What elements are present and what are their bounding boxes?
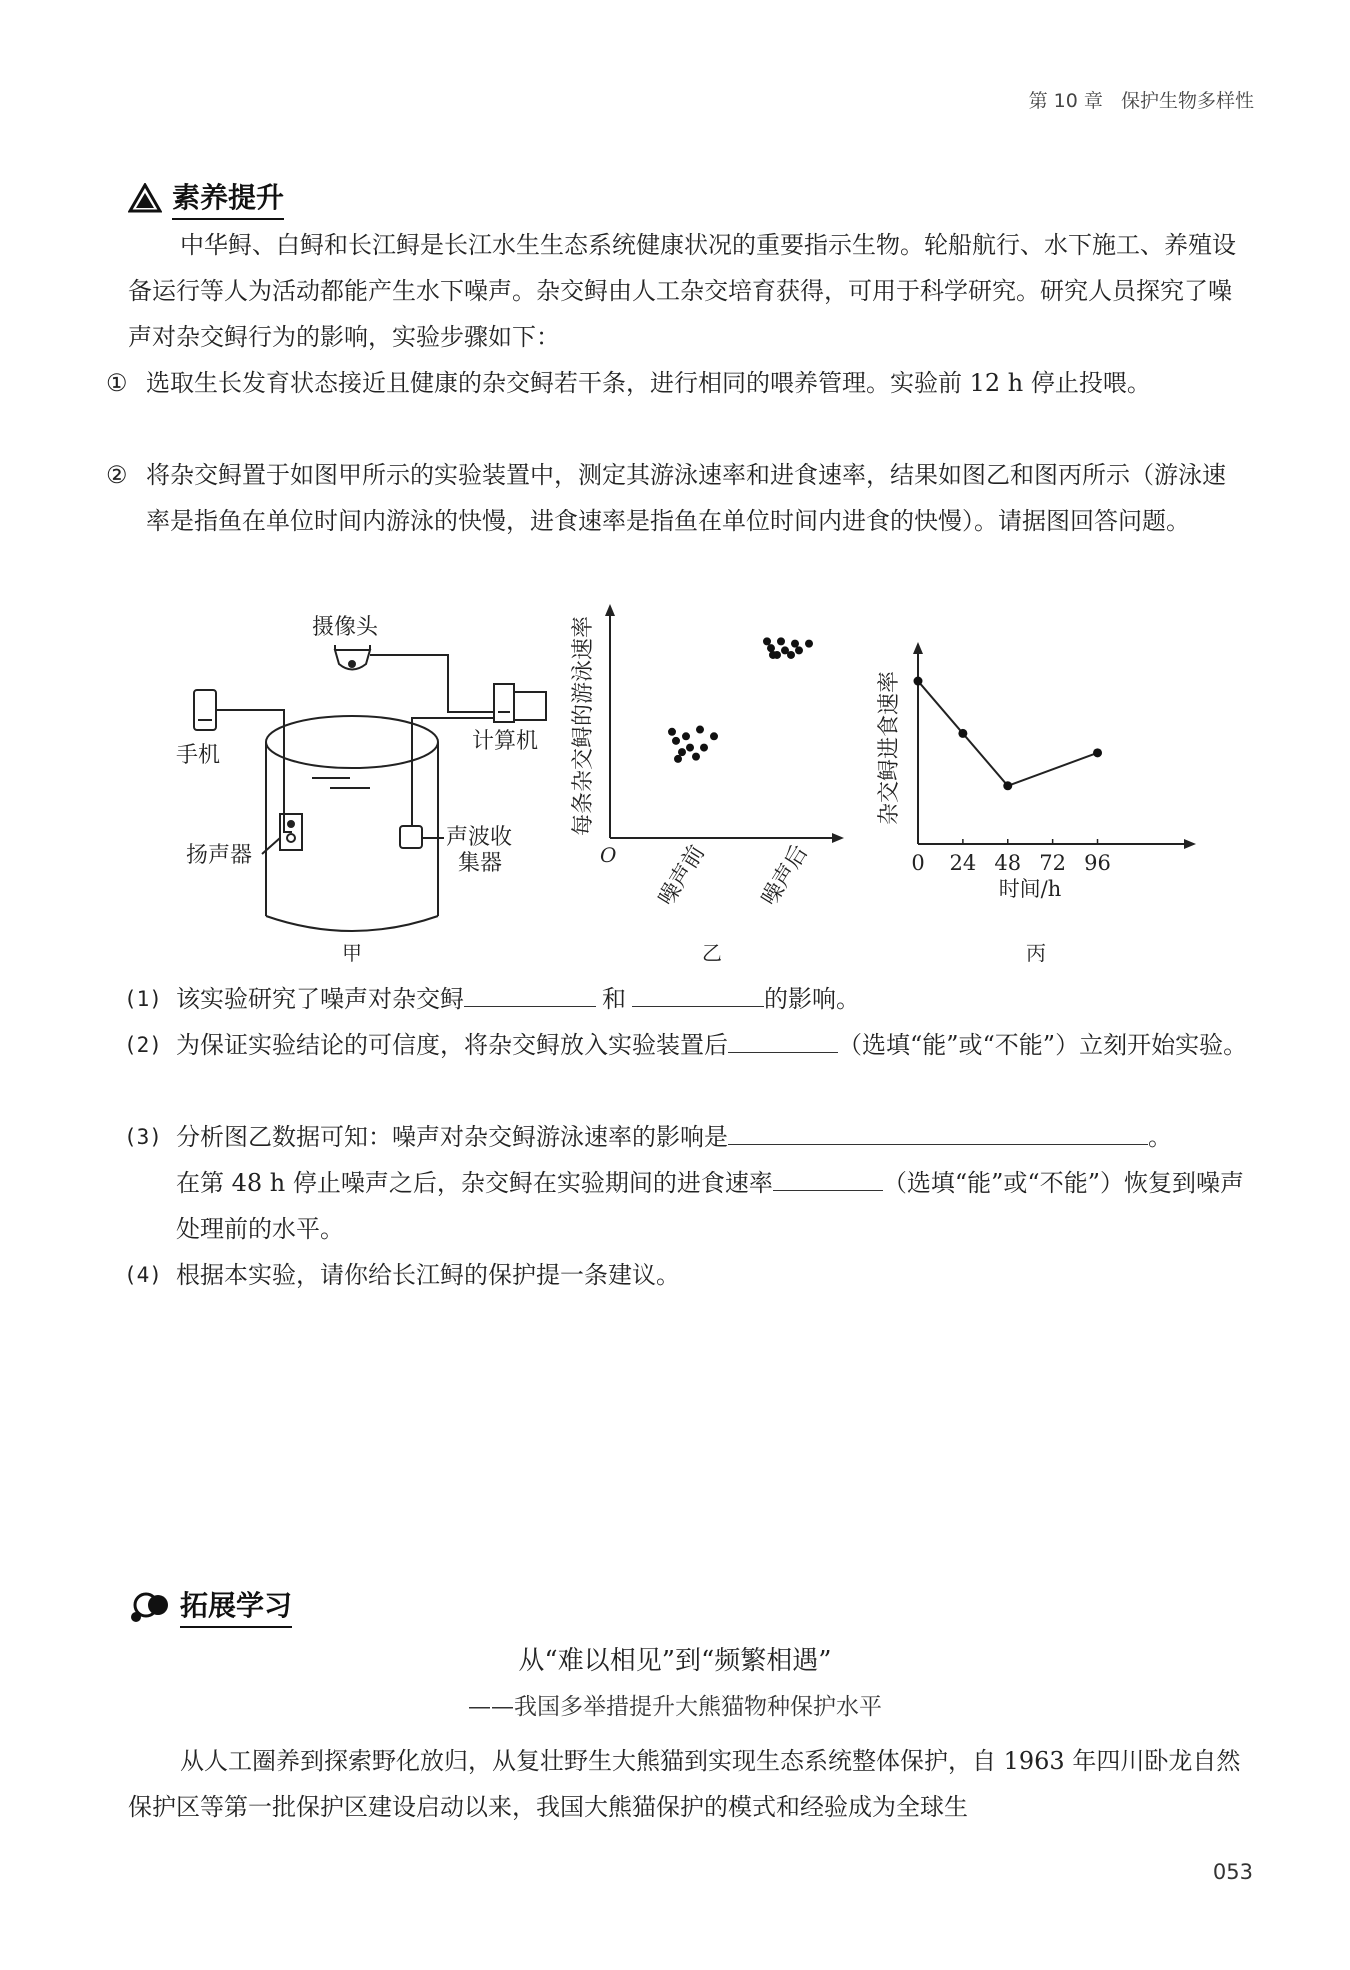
scatter-point <box>767 644 775 652</box>
question-text: （选填“能”或“不能”）立刻开始实验。 <box>838 1031 1248 1059</box>
answer-blank[interactable] <box>464 980 596 1007</box>
scatter-point <box>791 640 799 648</box>
scatter-point <box>787 651 795 659</box>
yi-origin-label: O <box>600 843 617 867</box>
line-point <box>958 729 967 738</box>
scatter-point <box>668 728 676 736</box>
scatter-point <box>700 744 708 752</box>
section-title: 素养提升 <box>172 176 284 220</box>
figure-caption-bing: 丙 <box>1026 941 1046 965</box>
question-4 <box>124 1252 1248 1298</box>
line-point <box>914 677 923 686</box>
step-number: ① <box>106 369 128 397</box>
chapter-header <box>1029 86 1254 113</box>
scatter-point <box>686 744 694 752</box>
question-number: (4) <box>124 1263 162 1287</box>
article-title: 从“难以相见”到“频繁相遇” <box>518 1646 832 1676</box>
question-2 <box>124 1022 1248 1068</box>
figure-jia <box>176 615 546 965</box>
answer-blank[interactable] <box>728 1026 838 1053</box>
figure-bing <box>877 642 1196 965</box>
answer-blank[interactable] <box>728 1118 1148 1145</box>
scatter-point <box>710 732 718 740</box>
question-text: （选填“能”或“不能”）恢复到噪声处理前的水平。 <box>176 1169 1244 1243</box>
bing-y-axis-label: 杂交鲟进食速率 <box>877 670 902 826</box>
figure-panel <box>0 600 1350 980</box>
chapter-title: 保护生物多样性 <box>1120 90 1254 112</box>
step-text: 将杂交鲟置于如图甲所示的实验装置中，测定其游泳速率和进食速率，结果如图乙和图丙所示（游泳速率是指鱼在单位时间内游泳的快慢，进食速率是指鱼在单位时间内进食的快慢）。请据图回答问题。 <box>146 461 1226 535</box>
question-number: (1) <box>124 987 162 1011</box>
page-number: 053 <box>1212 1860 1253 1884</box>
article-body: 从人工圈养到探索野化放归，从复壮野生大熊猫到实现生态系统整体保护，自 1963 年四川卧龙自然保护区等第一批保护区建设启动以来，我国大熊猫保护的模式和经验成为全球生 <box>128 1747 1241 1821</box>
triangle-icon <box>128 183 162 213</box>
section-heading-literacy <box>128 176 284 220</box>
intro-paragraph: 中华鲟、白鲟和长江鲟是长江水生生态系统健康状况的重要指示生物。轮船航行、水下施工、养殖设备运行等人为活动都能产生水下噪声。杂交鲟由人工杂交培育获得，可用于科学研究。研究人员探究了噪声对杂交鲟行为的影响，实验步骤如下： <box>128 231 1236 351</box>
scatter-point <box>692 753 700 761</box>
scatter-point <box>763 637 771 645</box>
step-1 <box>106 360 1246 406</box>
question-text: 为保证实验结论的可信度，将杂交鲟放入实验装置后 <box>176 1031 728 1059</box>
step-text: 选取生长发育状态接近且健康的杂交鲟若干条，进行相同的喂养管理。实验前 12 h 停止投喂。 <box>146 369 1151 397</box>
section-heading-extension <box>128 1584 292 1628</box>
yi-category-label: 噪声后 <box>756 841 814 911</box>
figure-caption-jia: 甲 <box>342 941 362 965</box>
speaker-label: 扬声器 <box>186 843 253 868</box>
scatter-point <box>674 755 682 763</box>
yi-y-axis-label: 每条杂交鲟的游泳速率 <box>571 615 596 837</box>
x-tick-label: 0 <box>911 851 925 875</box>
section-title: 拓展学习 <box>180 1584 292 1628</box>
receiver-label-2: 集器 <box>458 851 503 876</box>
scatter-point <box>795 646 803 654</box>
magnifier-icon <box>128 1589 170 1623</box>
receiver-icon <box>400 826 422 848</box>
answer-blank[interactable] <box>632 980 764 1007</box>
receiver-label-1: 声波收 <box>446 825 513 850</box>
scatter-point <box>678 748 686 756</box>
question-3 <box>124 1114 1248 1252</box>
question-1 <box>124 976 1248 1022</box>
scatter-point <box>672 737 680 745</box>
question-number: (2) <box>124 1033 162 1057</box>
feeding-rate-line <box>918 681 1098 786</box>
question-text: 该实验研究了噪声对杂交鲟 <box>176 985 464 1013</box>
question-text: 根据本实验，请你给长江鲟的保护提一条建议。 <box>176 1261 680 1289</box>
scatter-point <box>805 640 813 648</box>
figure-yi <box>571 604 844 965</box>
x-tick-label: 24 <box>949 851 977 875</box>
line-point <box>1003 781 1012 790</box>
phone-icon <box>194 690 216 730</box>
scatter-point <box>696 726 704 734</box>
article-subtitle: ——我国多举措提升大熊猫物种保护水平 <box>468 1694 882 1720</box>
computer-label: 计算机 <box>472 729 539 754</box>
step-number: ② <box>106 461 128 489</box>
camera-label: 摄像头 <box>312 615 379 640</box>
computer-icon <box>494 684 514 722</box>
question-number: (3) <box>124 1125 162 1149</box>
question-text: 分析图乙数据可知：噪声对杂交鲟游泳速率的影响是 <box>176 1123 728 1151</box>
question-text: 的影响。 <box>764 985 860 1013</box>
line-point <box>1093 748 1102 757</box>
scatter-point <box>769 651 777 659</box>
x-tick-label: 72 <box>1039 851 1067 875</box>
scatter-point <box>777 637 785 645</box>
x-tick-label: 96 <box>1084 851 1111 875</box>
bing-x-axis-label: 时间/h <box>998 877 1062 901</box>
question-text: 。 <box>1148 1123 1172 1151</box>
step-2 <box>106 452 1246 544</box>
yi-category-label: 噪声前 <box>653 841 711 911</box>
question-text: 和 <box>602 985 626 1013</box>
figure-caption-yi: 乙 <box>702 941 722 965</box>
question-text: 在第 48 h 停止噪声之后，杂交鲟在实验期间的进食速率 <box>176 1169 773 1197</box>
answer-blank[interactable] <box>773 1164 883 1191</box>
chapter-number: 第 10 章 <box>1028 90 1103 112</box>
scatter-point <box>682 732 690 740</box>
phone-label: 手机 <box>176 743 221 768</box>
x-tick-label: 48 <box>994 851 1022 875</box>
